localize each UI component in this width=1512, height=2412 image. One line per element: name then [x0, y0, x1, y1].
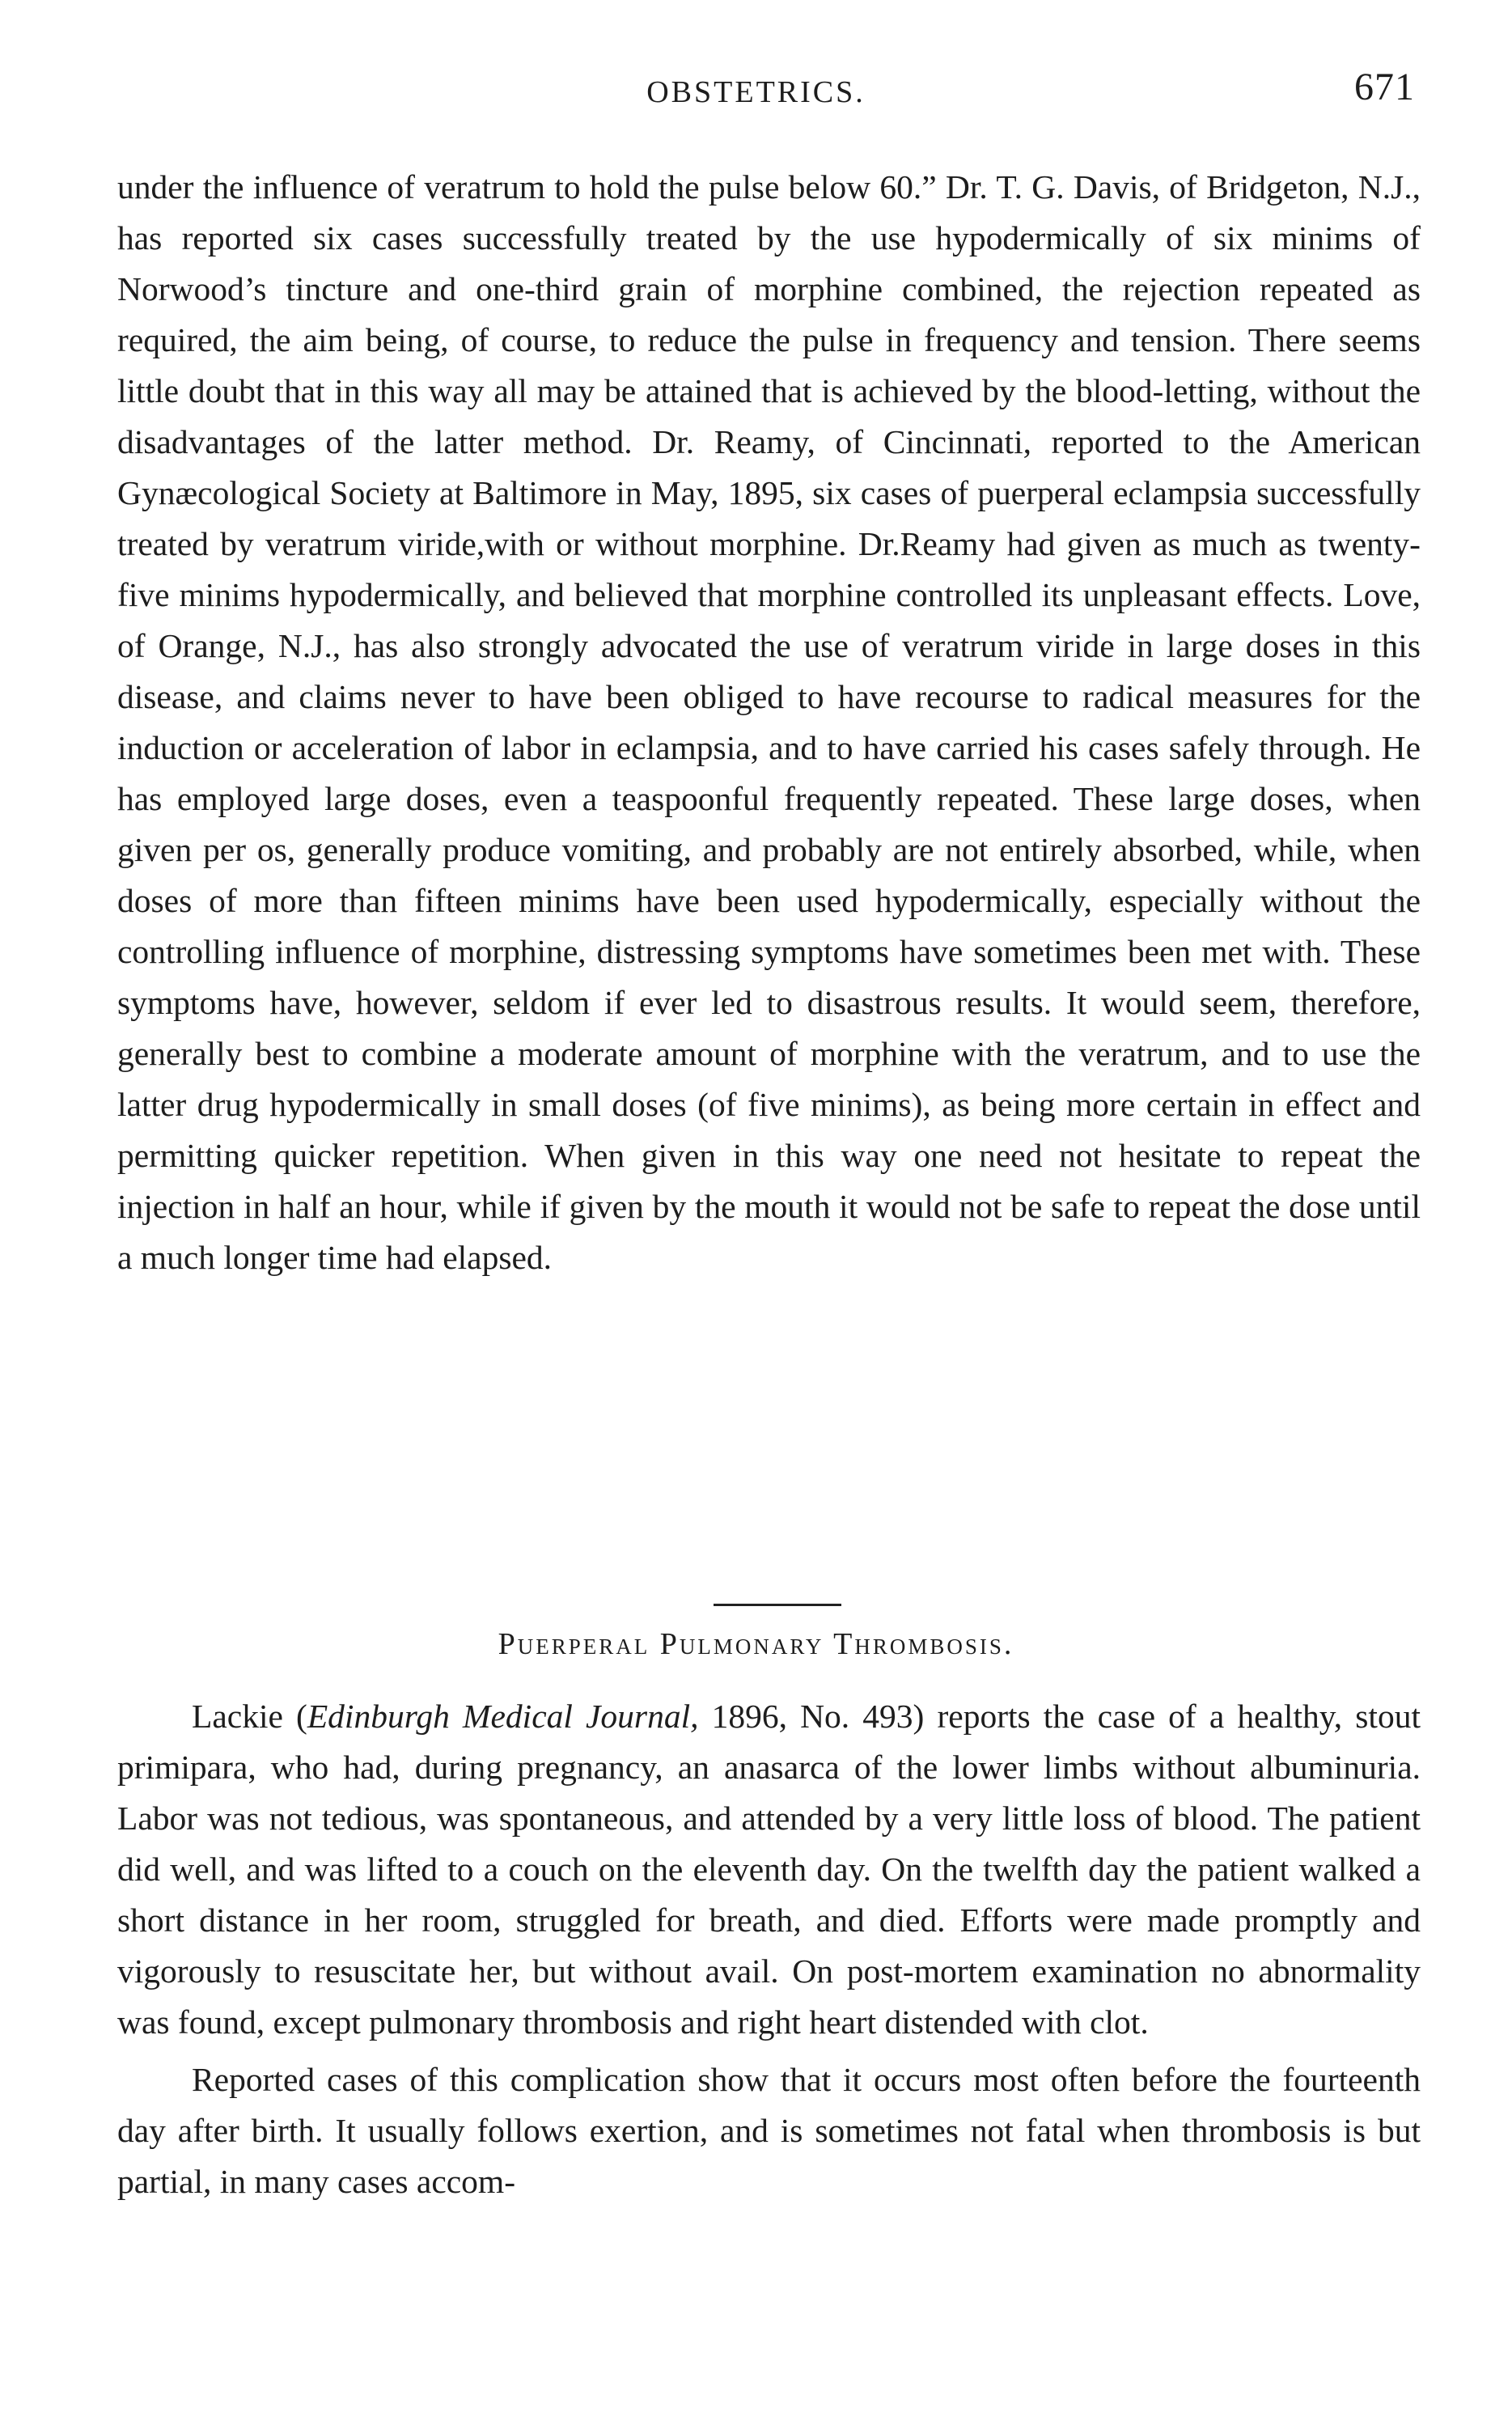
- paragraph-lackie-case: [117, 1691, 1421, 2048]
- paragraph-continued: under the influence of veratrum to hold the pulse below 60.” Dr. T. G. Davis, of Bridgeton, N.J., has reported six cases successfully treated by the use hypodermically of six minims of Norwood’s tincture and one-third grain of morphine combined, the rejection repeated as required, the aim being, of course, to reduce the pulse in frequency and tension. There seems little doubt that in this way all may be attained that is achieved by the blood-letting, without the disadvantages of the latter method. Dr. Reamy, of Cincinnati, reported to the American Gynæcological Society at Baltimore in May, 1895, six cases of puerperal eclampsia successfully treated by veratrum viride,with or without morphine. Dr.Reamy had given as much as twenty-five minims hypodermically, and believed that morphine controlled its unpleasant effects. Love, of Orange, N.J., has also strongly advocated the use of veratrum viride in large doses in this disease, and claims never to have been obliged to have recourse to radical measures for the induction or acceleration of labor in eclampsia, and to have carried his cases safely through. He has employed large doses, even a teaspoonful frequently repeated. These large doses, when given per os, generally produce vomiting, and probably are not entirely absorbed, while, when doses of more than fifteen minims have been used hypodermically, especially without the controlling influence of morphine, distressing symptoms have sometimes been met with. These symptoms have, however, seldom if ever led to disastrous results. It would seem, therefore, generally best to combine a moderate amount of morphine with the veratrum, and to use the latter drug hypodermically in small doses (of five minims), as being more certain in effect and permitting quicker repetition. When given in this way one need not hesitate to repeat the injection in half an hour, while if given by the mouth it would not be safe to repeat the dose until a much longer time had elapsed.: [117, 168, 1421, 1276]
- paragraph-lackie-text: 1896, No. 493) reports the case of a healthy, stout primipara, who had, during pregnancy, an anasarca of the lower limbs without albuminuria. Labor was not tedious, was spontaneous, and attended by a very little loss of blood. The patient did well, and was lifted to a couch on the eleventh day. On the twelfth day the patient walked a short distance in her room, struggled for breath, and died. Efforts were made promptly and vigorously to resuscitate her, but without avail. On post-mortem examination no abnormality was found, except pulmonary thrombosis and right heart distended with clot.: [117, 1698, 1421, 2041]
- citation-journal: Edinburgh Medical Journal,: [307, 1698, 699, 1735]
- citation-author: Lackie (: [192, 1698, 307, 1735]
- page-number: 671: [1354, 66, 1415, 108]
- section-heading: Puerperal Pulmonary Thrombosis.: [498, 1627, 1014, 1661]
- paragraph-reported-cases: Reported cases of this complication show that it occurs most often before the fourteenth day after birth. It usually follows exertion, and is sometimes not fatal when thrombosis is but partial, in many cases accom-: [117, 2061, 1421, 2200]
- section-divider: [714, 1604, 841, 1606]
- running-header: OBSTETRICS.: [646, 75, 866, 109]
- body-text-section: [117, 1691, 1421, 2207]
- body-text-continued: [117, 162, 1421, 1283]
